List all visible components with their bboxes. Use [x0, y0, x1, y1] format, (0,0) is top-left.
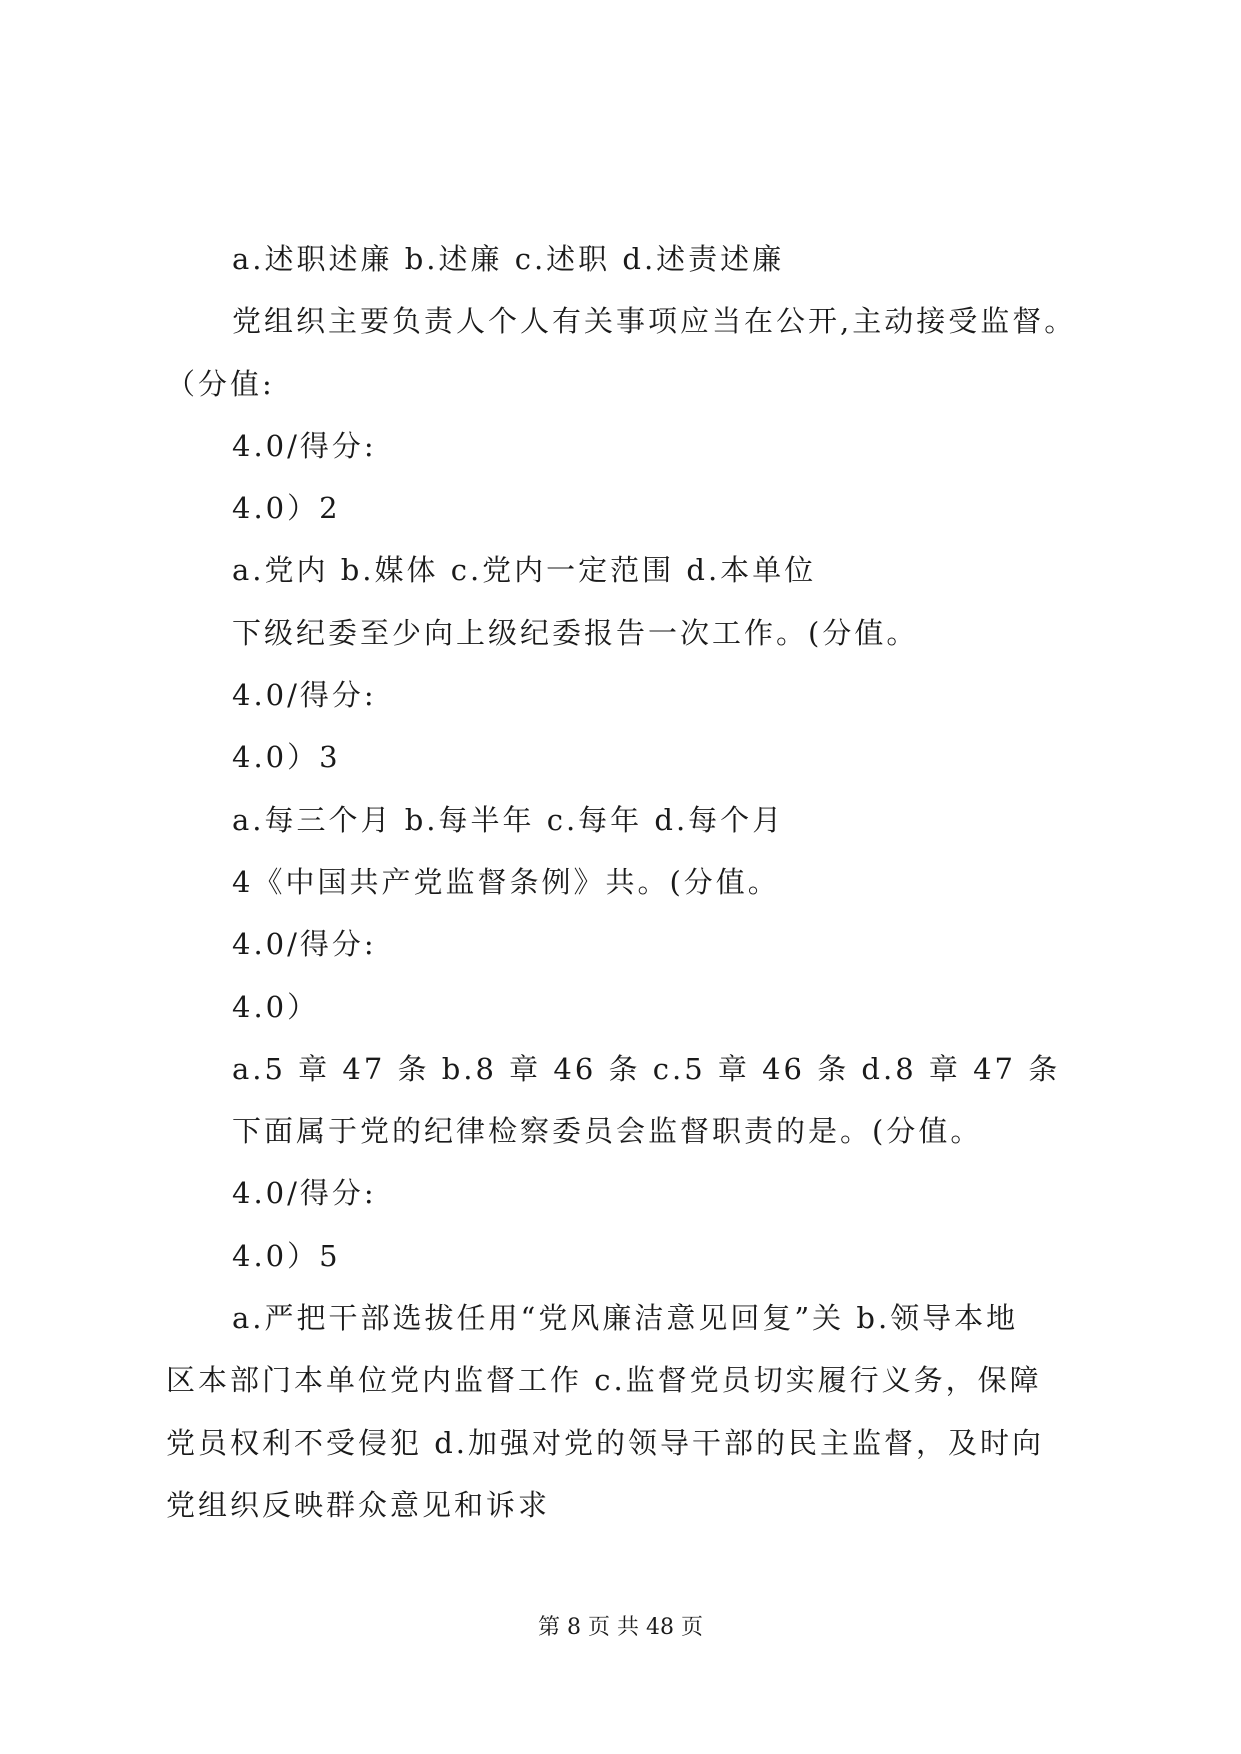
text-line: 党员权利不受侵犯 d.加强对党的领导干部的民主监督，及时向 [166, 1425, 1045, 1460]
text-line: 4.0） [232, 989, 320, 1024]
text-line: 4.0）3 [232, 740, 341, 775]
text-line: a.述职述廉 b.述廉 c.述职 d.述责述廉 [232, 242, 785, 276]
text-line: 党组织反映群众意见和诉求 [166, 1487, 551, 1522]
text-line: 区本部门本单位党内监督工作 c.监督党员切实履行义务，保障 [166, 1363, 1042, 1398]
text-line: 4.0）5 [232, 1238, 341, 1273]
text-line: 4《中国共产党监督条例》共。(分值。 [232, 864, 780, 899]
text-line: 党组织主要负责人个人有关事项应当在公开,主动接受监督。 [232, 304, 1077, 339]
text-line: 下面属于党的纪律检察委员会监督职责的是。(分值。 [232, 1114, 983, 1149]
text-line: 4.0/得分: [232, 1176, 377, 1211]
text-line: （分值: [166, 366, 275, 401]
page-footer: 第 8 页 共 48 页 [538, 1615, 703, 1640]
text-line: a.严把干部选拔任用“党风廉洁意见回复”关 b.领导本地 [232, 1301, 1019, 1336]
text-line: 下级纪委至少向上级纪委报告一次工作。(分值。 [232, 615, 919, 650]
text-line: 4.0/得分: [232, 927, 377, 962]
text-line: a.5 章 47 条 b.8 章 46 条 c.5 章 46 条 d.8 章 47 条 [232, 1051, 1061, 1086]
text-line: a.每三个月 b.每半年 c.每年 d.每个月 [232, 802, 785, 837]
text-line: 4.0）2 [232, 491, 341, 526]
document-body [166, 228, 1082, 1536]
text-line: a.党内 b.媒体 c.党内一定范围 d.本单位 [232, 553, 817, 588]
text-line: 4.0/得分: [232, 678, 377, 713]
text-line: 4.0/得分: [232, 428, 377, 463]
